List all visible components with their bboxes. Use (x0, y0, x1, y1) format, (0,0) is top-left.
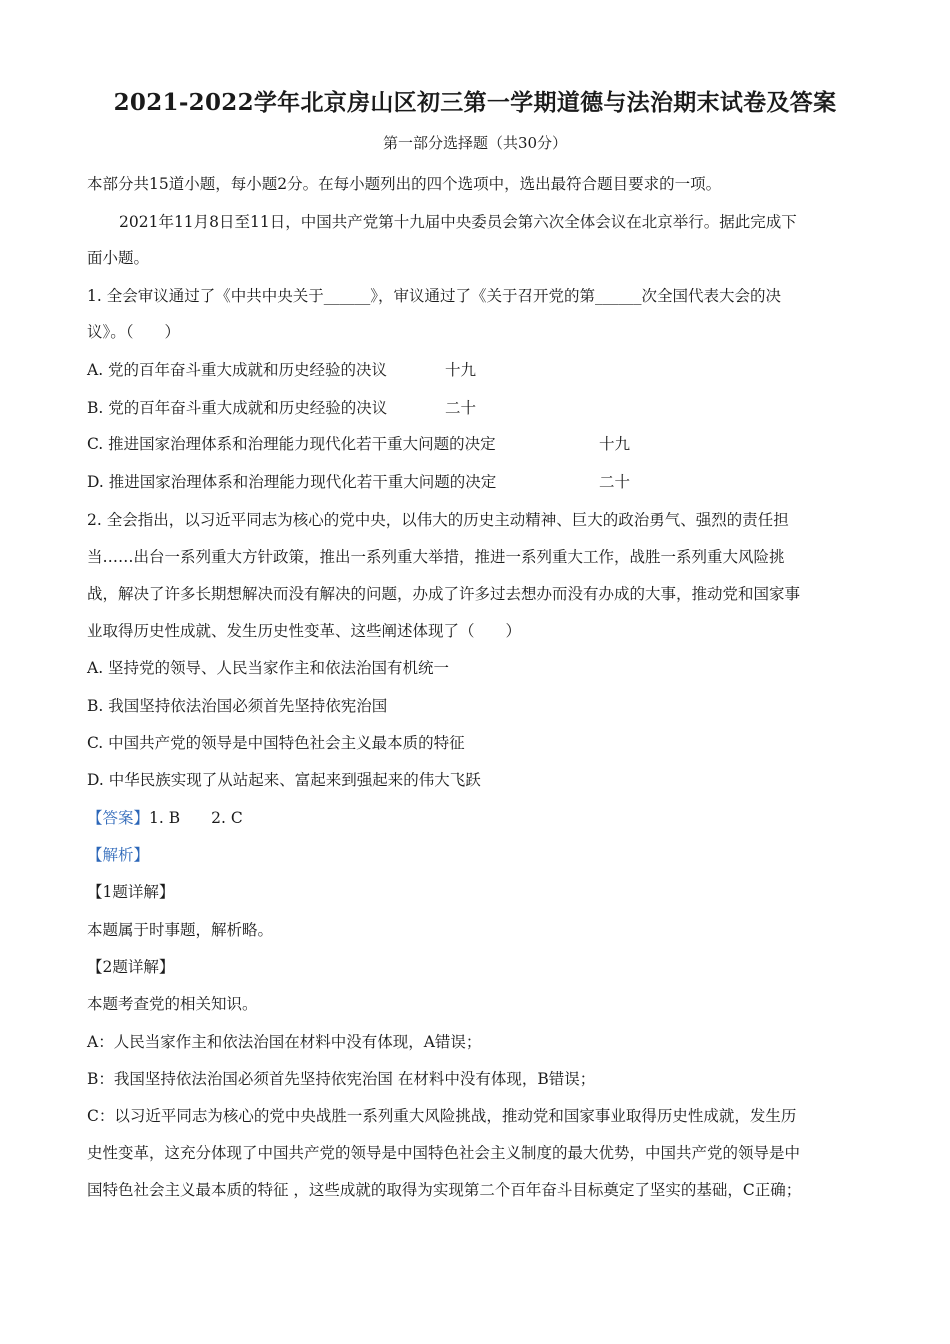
q1-option-c-extra: 十九 (599, 435, 631, 453)
detail2-heading: 【2题详解】 (87, 958, 175, 976)
q2-option-d: D. 中华民族实现了从站起来、富起来到强起来的伟大飞跃 (87, 771, 481, 789)
q1-option-c-text: C. 推进国家治理体系和治理能力现代化若干重大问题的决定 (87, 435, 496, 453)
q2-stem-line-2: 当……出台一系列重大方针政策，推出一系列重大举措，推进一系列重大工作，战胜一系列重大风险挑 (87, 548, 785, 566)
detail2-b: B：我国坚持依法治国必须首先坚持依宪治国 在材料中没有体现，B错误； (87, 1070, 596, 1088)
q1-option-a-extra: 十九 (445, 361, 477, 379)
q1-option-b (87, 396, 867, 418)
q2-stem-line-3: 战，解决了许多长期想解决而没有解决的问题，办成了许多过去想办而没有办成的大事，推动党和国家事 (87, 585, 801, 603)
document-title: 2021-2022学年北京房山区初三第一学期道德与法治期末试卷及答案 (113, 89, 837, 116)
q2-option-a: A. 坚持党的领导、人民当家作主和依法治国有机统一 (87, 659, 450, 677)
q1-option-a (87, 358, 867, 380)
q2-option-b: B. 我国坚持依法治国必须首先坚持依宪治国 (87, 697, 388, 715)
q1-option-d-extra: 二十 (599, 473, 631, 491)
q2-stem-line-4: 业取得历史性成就、发生历史性变革、这些阐述体现了（ ） (87, 622, 522, 640)
q1-option-c (87, 432, 867, 454)
q1-option-a-text: A. 党的百年奋斗重大成就和历史经验的决议 (87, 361, 388, 379)
context-line-2: 面小题。 (87, 249, 150, 267)
answer-value: 1. B 2. C (149, 809, 243, 827)
detail2-c-line-1: C：以习近平同志为核心的党中央战胜一系列重大风险挑战，推动党和国家事业取得历史性成就，发生历 (87, 1107, 797, 1125)
q2-option-c: C. 中国共产党的领导是中国特色社会主义最本质的特征 (87, 734, 465, 752)
detail2-c-line-3: 国特色社会主义最本质的特征 ，这些成就的取得为实现第二个百年奋斗目标奠定了坚实的基础，C正确； (87, 1181, 802, 1199)
answer-line (87, 806, 867, 828)
q1-option-d-text: D. 推进国家治理体系和治理能力现代化若干重大问题的决定 (87, 473, 497, 491)
detail2-intro: 本题考查党的相关知识。 (87, 995, 258, 1013)
q1-option-d (87, 470, 867, 492)
q1-option-b-text: B. 党的百年奋斗重大成就和历史经验的决议 (87, 399, 388, 417)
q1-stem-line-1: 1. 全会审议通过了《中共中央关于______》，审议通过了《关于召开党的第______次全国代表大会的决 (87, 287, 781, 305)
detail1-text: 本题属于时事题，解析略。 (87, 921, 274, 939)
instruction-text: 本部分共15道小题，每小题2分。在每小题列出的四个选项中，选出最符合题目要求的一项。 (87, 175, 722, 193)
section-subtitle: 第一部分选择题（共30分） (382, 134, 568, 152)
detail1-heading: 【1题详解】 (87, 883, 175, 901)
analysis-label: 【解析】 (87, 846, 150, 864)
detail2-c-line-2: 史性变革，这充分体现了中国共产党的领导是中国特色社会主义制度的最大优势，中国共产党的领导是中 (87, 1144, 801, 1162)
context-line-1: 2021年11月8日至11日，中国共产党第十九届中央委员会第六次全体会议在北京举行。据此完成下 (119, 213, 797, 231)
q1-option-b-extra: 二十 (445, 399, 477, 417)
answer-label: 【答案】 (87, 809, 150, 827)
detail2-a: A：人民当家作主和依法治国在材料中没有体现，A错误； (87, 1033, 482, 1051)
q2-stem-line-1: 2. 全会指出，以习近平同志为核心的党中央，以伟大的历史主动精神、巨大的政治勇气、强烈的责任担 (87, 511, 789, 529)
q1-stem-line-2: 议》。（ ） (87, 323, 181, 341)
